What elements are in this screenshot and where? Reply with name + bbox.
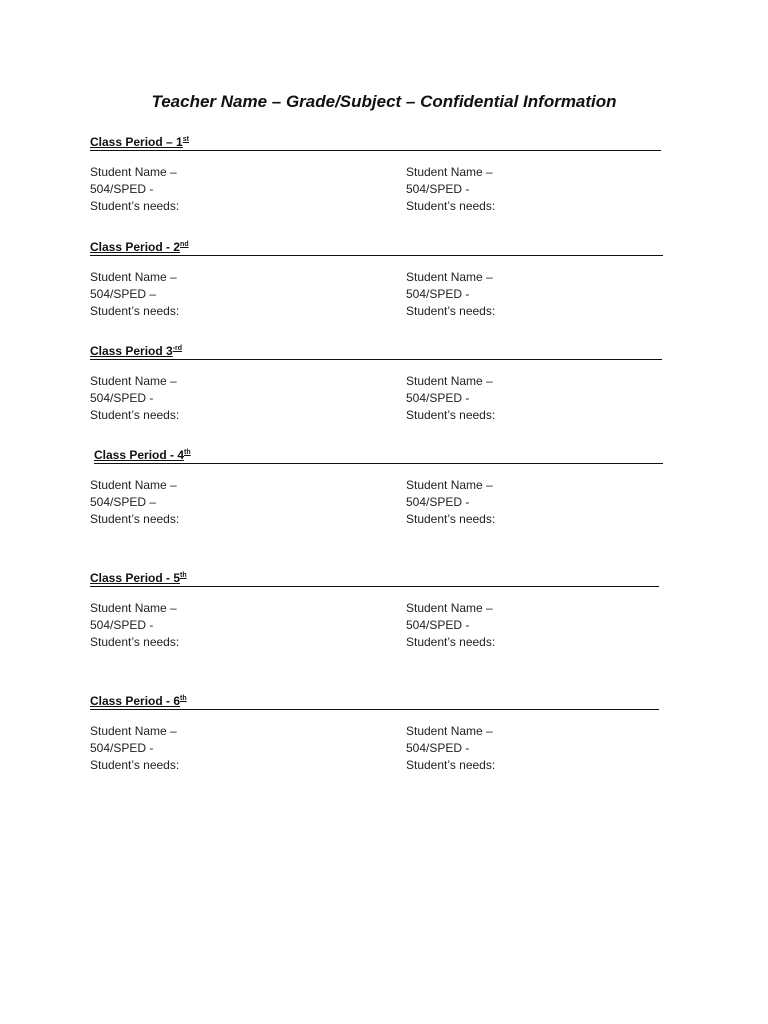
student-name-label: Student Name – <box>90 724 177 738</box>
student-needs-label: Student’s needs: <box>90 408 180 422</box>
student-entry-right <box>406 373 495 424</box>
student-needs-label: Student’s needs: <box>90 199 180 213</box>
student-entry-left <box>90 723 179 774</box>
student-entry-left <box>90 477 179 528</box>
student-entry-right <box>406 600 495 651</box>
sped-label: 504/SPED - <box>90 741 154 755</box>
class-period-heading-text: Class Period - 6 <box>90 694 181 708</box>
student-name-label: Student Name – <box>406 724 493 738</box>
student-name-label: Student Name – <box>406 478 493 492</box>
student-needs-label: Student’s needs: <box>406 758 496 772</box>
student-entry-left <box>90 269 179 320</box>
student-name-label: Student Name – <box>406 165 493 179</box>
ordinal-suffix: th <box>180 695 187 702</box>
student-name-label: Student Name – <box>406 374 493 388</box>
class-period-heading-text: Class Period 3 <box>90 344 173 358</box>
sped-label: 504/SPED – <box>90 287 157 301</box>
class-period-3-heading <box>90 344 662 360</box>
class-period-2-heading <box>90 240 663 256</box>
student-needs-label: Student’s needs: <box>406 512 496 526</box>
sped-label: 504/SPED - <box>406 618 470 632</box>
page-title: Teacher Name – Grade/Subject – Confidential Information <box>151 92 617 111</box>
ordinal-suffix: -rd <box>172 345 183 352</box>
student-entry-right <box>406 164 495 215</box>
student-entry-left <box>90 164 179 215</box>
student-name-label: Student Name – <box>90 601 177 615</box>
class-period-1-heading <box>90 135 661 151</box>
class-period-4-heading <box>94 448 663 464</box>
student-needs-label: Student’s needs: <box>90 635 180 649</box>
student-needs-label: Student’s needs: <box>90 512 180 526</box>
student-name-label: Student Name – <box>406 270 493 284</box>
ordinal-suffix: nd <box>180 241 189 248</box>
sped-label: 504/SPED - <box>406 495 470 509</box>
sped-label: 504/SPED - <box>406 391 470 405</box>
student-entry-left <box>90 373 179 424</box>
student-name-label: Student Name – <box>90 165 177 179</box>
sped-label: 504/SPED - <box>90 391 154 405</box>
class-period-5-heading <box>90 571 659 587</box>
class-period-heading-text: Class Period – 1 <box>90 135 183 149</box>
class-period-heading-text: Class Period - 4 <box>94 448 185 462</box>
student-entry-left <box>90 600 179 651</box>
ordinal-suffix: th <box>184 449 191 456</box>
student-entry-right <box>406 723 495 774</box>
sped-label: 504/SPED - <box>406 287 470 301</box>
student-needs-label: Student’s needs: <box>406 304 496 318</box>
student-needs-label: Student’s needs: <box>90 758 180 772</box>
sped-label: 504/SPED – <box>90 495 157 509</box>
student-needs-label: Student’s needs: <box>406 635 496 649</box>
class-period-heading-text: Class Period - 2 <box>90 240 181 254</box>
sped-label: 504/SPED - <box>406 182 470 196</box>
student-needs-label: Student’s needs: <box>90 304 180 318</box>
student-name-label: Student Name – <box>90 270 177 284</box>
class-period-6-heading <box>90 694 659 710</box>
sped-label: 504/SPED - <box>406 741 470 755</box>
class-period-heading-text: Class Period - 5 <box>90 571 181 585</box>
student-name-label: Student Name – <box>90 478 177 492</box>
sped-label: 504/SPED - <box>90 182 154 196</box>
student-needs-label: Student’s needs: <box>406 408 496 422</box>
ordinal-suffix: st <box>182 136 189 143</box>
student-entry-right <box>406 269 495 320</box>
sped-label: 504/SPED - <box>90 618 154 632</box>
ordinal-suffix: th <box>180 572 187 579</box>
student-needs-label: Student’s needs: <box>406 199 496 213</box>
student-entry-right <box>406 477 495 528</box>
student-name-label: Student Name – <box>406 601 493 615</box>
student-name-label: Student Name – <box>90 374 177 388</box>
